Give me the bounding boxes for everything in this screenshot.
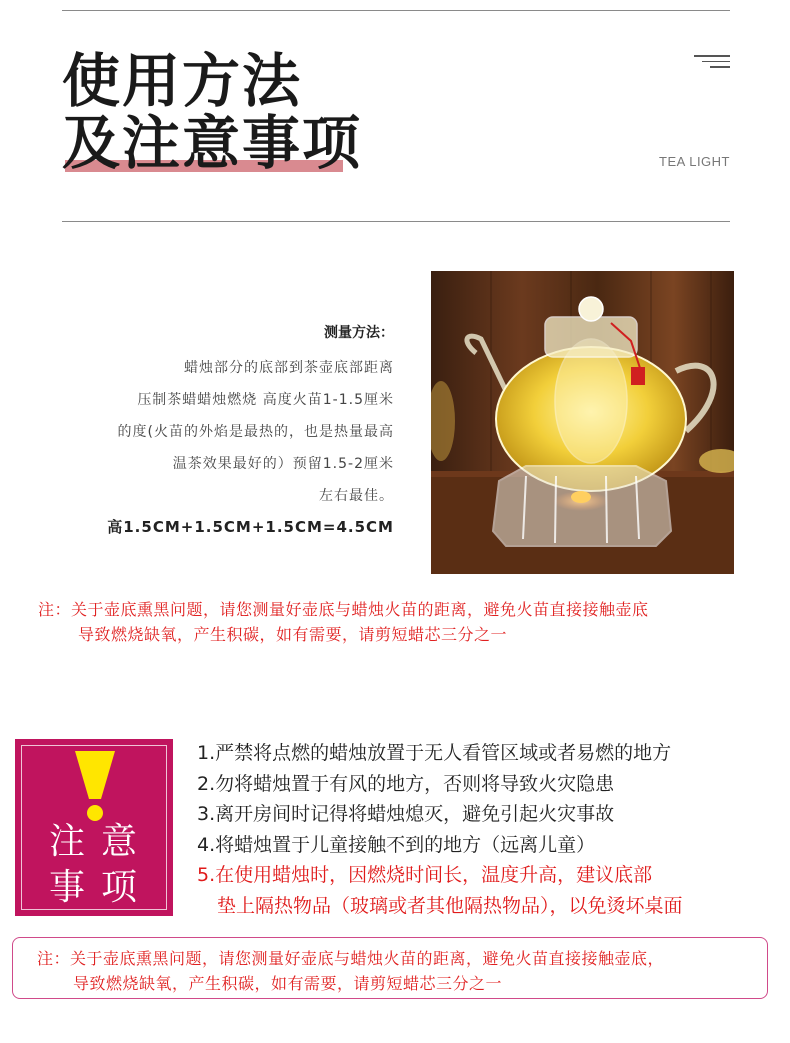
warning-label-line2: 事项 xyxy=(48,867,153,908)
precautions-list xyxy=(197,738,683,921)
measure-line: 的度(火苗的外焰是最热的，也是热量最高 xyxy=(117,424,394,440)
measure-line: 压制茶蜡蜡烛燃烧 高度火苗1-1.5厘米 xyxy=(137,392,394,408)
header-divider xyxy=(62,221,730,222)
teapot-photo xyxy=(431,271,734,574)
warning-label-line1: 注意 xyxy=(48,821,153,862)
top-divider xyxy=(62,10,730,11)
warning-label xyxy=(15,819,173,911)
precaution-item: 3.离开房间时记得将蜡烛熄灭，避免引起火灾事故 xyxy=(197,803,615,825)
precaution-item-highlight-cont: 垫上隔热物品（玻璃或者其他隔热物品），以免烫坏桌面 xyxy=(217,894,683,917)
note-bottom-line1: 注：关于壶底熏黑问题，请您测量好壶底与蜡烛火苗的距离，避免火苗直接接触壶底， xyxy=(37,949,665,968)
precaution-item: 4.将蜡烛置于儿童接触不到的地方（远离儿童） xyxy=(197,833,596,856)
measure-section xyxy=(107,322,394,537)
note-bottom xyxy=(37,946,664,996)
exclamation-icon xyxy=(71,751,119,823)
measure-line: 温茶效果最好的）预留1.5-2厘米 xyxy=(172,456,394,472)
measure-line: 蜡烛部分的底部到茶壶底部距离 xyxy=(184,360,394,376)
measure-title: 测量方法： xyxy=(324,325,394,341)
warning-badge xyxy=(15,739,173,916)
measure-line: 左右最佳。 xyxy=(319,488,394,504)
measure-formula: 高1.5CM+1.5CM+1.5CM=4.5CM xyxy=(107,518,394,536)
precaution-item: 2.勿将蜡烛置于有风的地方，否则将导致火灾隐患 xyxy=(197,772,615,795)
lines-icon xyxy=(694,55,730,72)
page-title-line1: 使用方法 xyxy=(62,47,303,115)
precaution-item: 1.严禁将点燃的蜡烛放置于无人看管区域或者易燃的地方 xyxy=(197,742,672,764)
teapot-illustration xyxy=(431,271,734,574)
note-bottom-box xyxy=(12,937,768,999)
tea-light-tag: TEA LIGHT xyxy=(659,154,730,169)
note-top-line2: 导致燃烧缺氧，产生积碳，如有需要，请剪短蜡芯三分之一 xyxy=(78,625,508,644)
note-top-line1: 注：关于壶底熏黑问题，请您测量好壶底与蜡烛火苗的距离，避免火苗直接接触壶底 xyxy=(38,600,649,619)
note-bottom-line2: 导致燃烧缺氧，产生积碳，如有需要，请剪短蜡芯三分之一 xyxy=(73,974,503,993)
page-title-line2: 及注意事项 xyxy=(62,109,363,177)
note-top xyxy=(38,597,649,647)
precaution-item-highlight: 5.在使用蜡烛时，因燃烧时间长，温度升高，建议底部 xyxy=(197,864,653,886)
